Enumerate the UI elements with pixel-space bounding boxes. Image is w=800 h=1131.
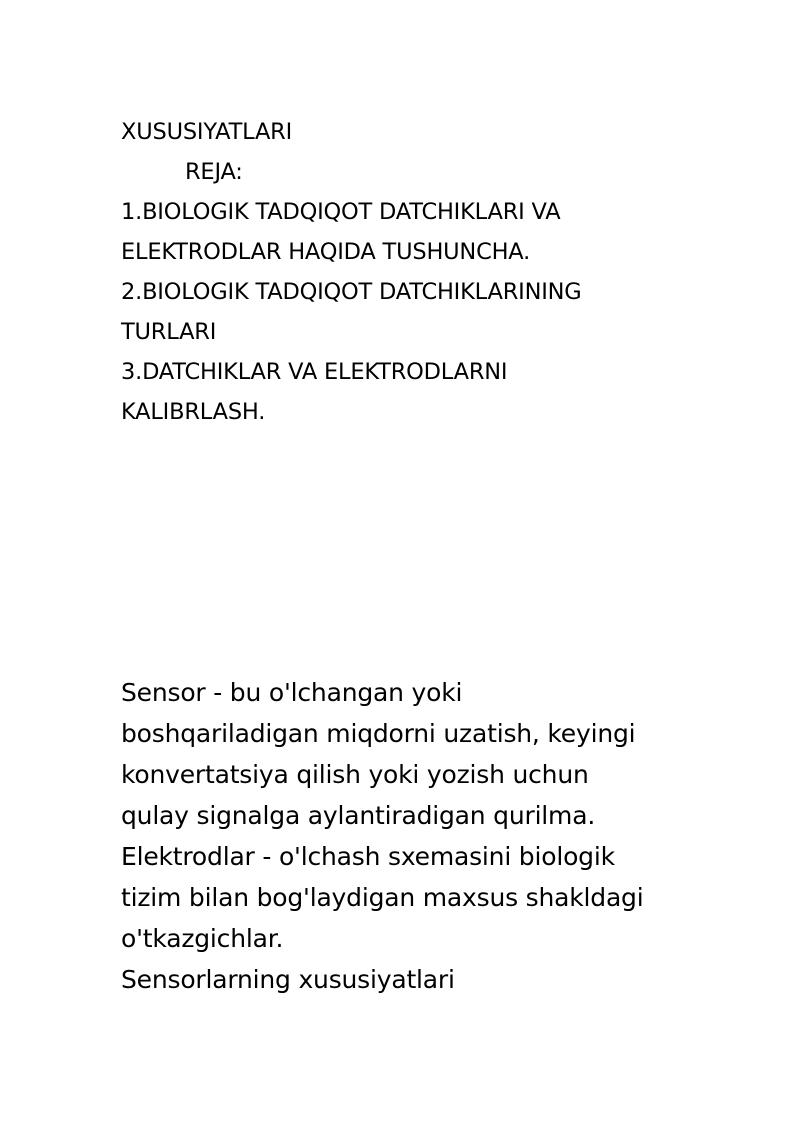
body-line: konvertatsiya qilish yoki yozish uchun [121, 760, 589, 789]
body-line: Elektrodlar - o'lchash sxemasini biologik [121, 842, 615, 871]
plan-line: 2.BIOLOGIK TADQIQOT DATCHIKLARINING [121, 279, 582, 305]
body-line: qulay signalga aylantiradigan qurilma. [121, 801, 596, 830]
plan-line: 1.BIOLOGIK TADQIQOT DATCHIKLARI VA [121, 199, 561, 225]
body-line: Sensor - bu o'lchangan yoki [121, 678, 463, 707]
body-line: o'tkazgichlar. [121, 924, 284, 953]
body-line: Sensorlarning xususiyatlari [121, 965, 455, 994]
body-line: tizim bilan bog'laydigan maxsus shakldagi [121, 883, 644, 912]
plan-section [121, 112, 681, 432]
body-line: boshqariladigan miqdorni uzatish, keyingi [121, 719, 636, 748]
plan-line: ELEKTRODLAR HAQIDA TUSHUNCHA. [121, 239, 531, 265]
plan-line: KALIBRLASH. [121, 399, 266, 425]
section-heading: XUSUSIYATLARI [121, 119, 293, 145]
body-paragraph [121, 672, 681, 1000]
plan-line: 3.DATCHIKLAR VA ELEKTRODLARNI [121, 359, 508, 385]
plan-line: TURLARI [121, 319, 217, 345]
plan-label: REJA: [185, 159, 243, 185]
